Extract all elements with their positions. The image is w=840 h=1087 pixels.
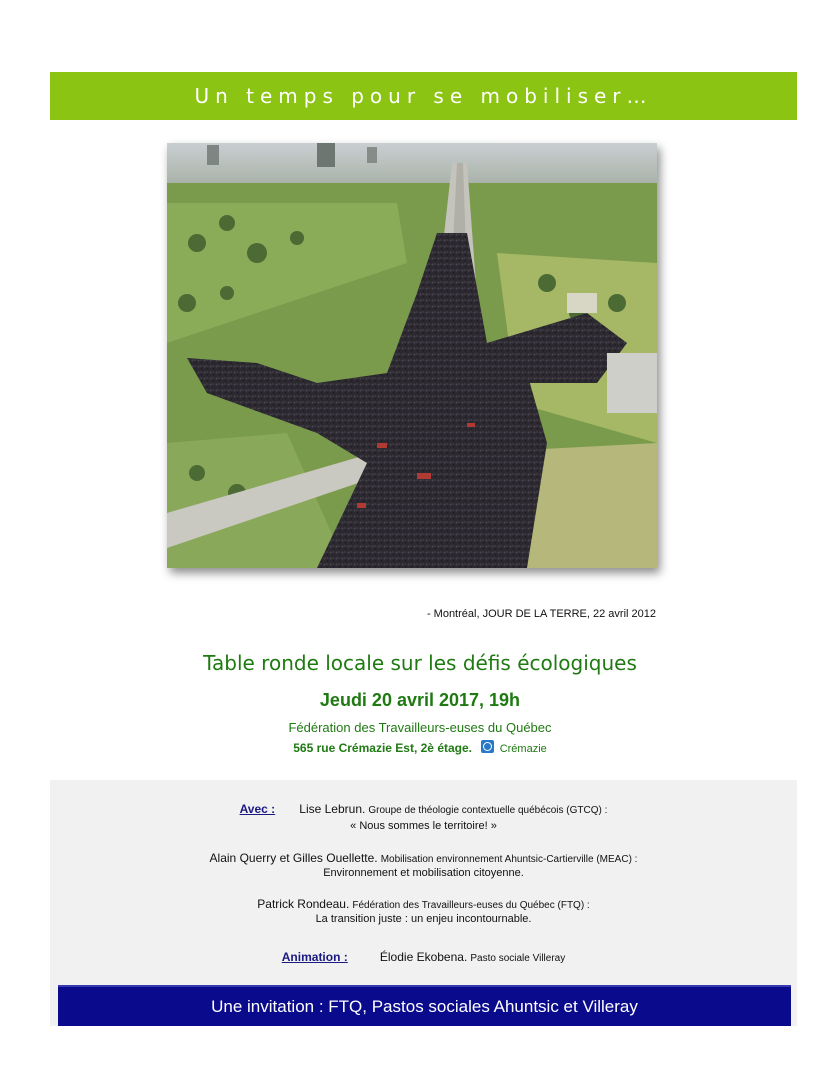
speaker-group: Groupe de théologie contextuelle québécois (GTCQ) :	[368, 805, 608, 816]
speaker-name: Patrick Rondeau.	[257, 897, 350, 911]
speaker-row-2	[50, 851, 797, 865]
animation-name: Élodie Ekobena.	[379, 950, 468, 964]
speaker-talk: La transition juste : un enjeu incontournable.	[315, 913, 532, 925]
avec-label: Avec :	[239, 802, 276, 816]
event-date: Jeudi 20 avril 2017, 19h	[319, 690, 521, 710]
metro-icon	[481, 740, 494, 753]
event-address: 565 rue Crémazie Est, 2è étage.	[293, 741, 472, 755]
aerial-crowd-photo	[167, 143, 657, 568]
photo-caption: - Montréal, JOUR DE LA TERRE, 22 avril 2012	[426, 608, 656, 620]
animation-row	[50, 950, 797, 964]
speaker-group: Mobilisation environnement Ahuntsic-Cartierville (MEAC) :	[380, 854, 638, 865]
speaker-group: Fédération des Travailleurs-euses du Québec (FTQ) :	[352, 900, 590, 911]
speaker-name: Alain Querry et Gilles Ouellette.	[209, 851, 378, 865]
invitation-banner: Une invitation : FTQ, Pastos sociales Ahuntsic et Villeray	[58, 985, 791, 1026]
speaker-talk: Environnement et mobilisation citoyenne.	[323, 867, 524, 879]
event-organization: Fédération des Travailleurs-euses du Québec	[288, 720, 552, 735]
event-address-line	[0, 740, 840, 755]
metro-station: Crémazie	[499, 743, 547, 755]
animation-label: Animation :	[281, 950, 348, 964]
speaker-talk: « Nous sommes le territoire! »	[350, 820, 497, 832]
crowd-photo-illustration	[167, 143, 657, 568]
speaker-row-3	[50, 897, 797, 911]
banner-title: Un temps pour se mobiliser…	[194, 84, 653, 108]
speaker-row-1	[50, 802, 797, 816]
speaker-name: Lise Lebrun.	[299, 802, 366, 816]
animation-group: Pasto sociale Villeray	[470, 953, 566, 964]
title-banner	[50, 72, 797, 120]
event-title: Table ronde locale sur les défis écologiques	[203, 651, 637, 675]
